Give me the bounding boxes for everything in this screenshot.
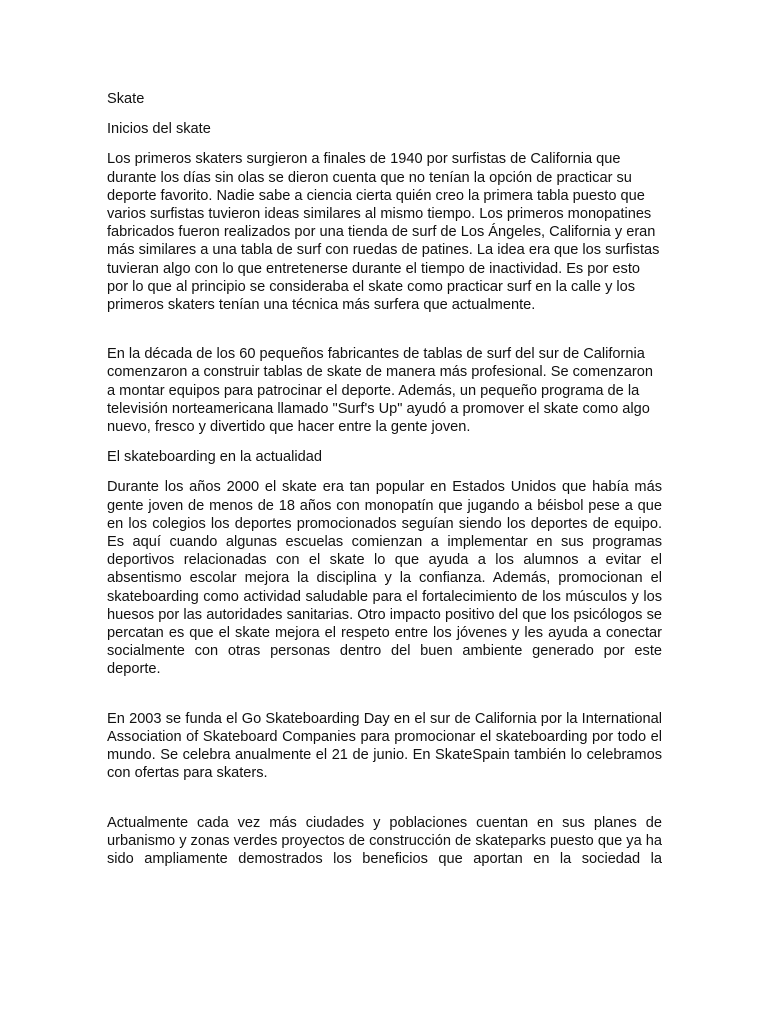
document-page [107,90,662,880]
paragraph-go-skateboarding-day: En 2003 se funda el Go Skateboarding Day en el sur de California por la International Association of Skateboard Companies para promocionar el skateboarding por todo el mundo. Se celebra anualmente el 21 de junio. En SkateSpain también lo celebramos con ofertas para skaters. [107,710,662,782]
paragraph-two-thousands: Durante los años 2000 el skate era tan popular en Estados Unidos que había más gente joven de menos de 18 años con monopatín que jugando a béisbol pese a que en los colegios los deportes promocionados seguían siendo los deportes de equipo. Es aquí cuando algunas escuelas comienzan a implementar en sus programas deportivos relacionadas con el skate lo que ayuda a los alumnos a evitar el absentismo escolar mejora la disciplina y la confianza. Además, promocionan el skateboarding como actividad saludable para el fortalecimiento de los músculos y los huesos por las autoridades sanitarias. Otro impacto positivo del que los psicólogos se percatan es que el skate mejora el respeto entre los jóvenes y les ayuda a conectar socialmente con otras personas dentro del buen ambiente generado por este deporte. [107,479,662,678]
document-title: Skate [107,91,145,107]
paragraph-skateparks: Actualmente cada vez más ciudades y poblaciones cuentan en sus planes de urbanismo y zonas verdes proyectos de construcción de skateparks puesto que ya ha sido ampliamente demostrados los beneficios que aportan en la sociedad la [107,814,662,867]
section-heading-actualidad: El skateboarding en la actualidad [107,449,323,466]
paragraph-sixties: En la década de los 60 pequeños fabricantes de tablas de surf del sur de California comenzaron a construir tablas de skate de manera más profesional. Se comenzaron a montar equipos para patrocinar el deporte. Además, un pequeño programa de la televisión norteamericana llamado "Surf's Up" ayudó a promover el skate como algo nuevo, fresco y divertido que hacer entre la gente joven. [107,346,653,436]
section-heading-inicios: Inicios del skate [107,121,211,138]
paragraph-origins: Los primeros skaters surgieron a finales de 1940 por surfistas de California que durante los días sin olas se dieron cuenta que no tenían la opción de practicar su deporte favorito. Nadie sabe a ciencia cierta quién creo la primera tabla puesto que varios surfistas tuvieron ideas similares al mismo tiempo. Los primeros monopatines fabricados fueron realizados por una tienda de surf de Los Ángeles, California y eran más similares a una tabla de surf con ruedas de patines. La idea era que los surfistas tuvieran algo con lo que entretenerse durante el tiempo de inactividad. Es por esto por lo que al principio se consideraba el skate como practicar surf en la calle y los primeros skaters tenían una técnica más surfera que actualmente. [107,151,660,314]
